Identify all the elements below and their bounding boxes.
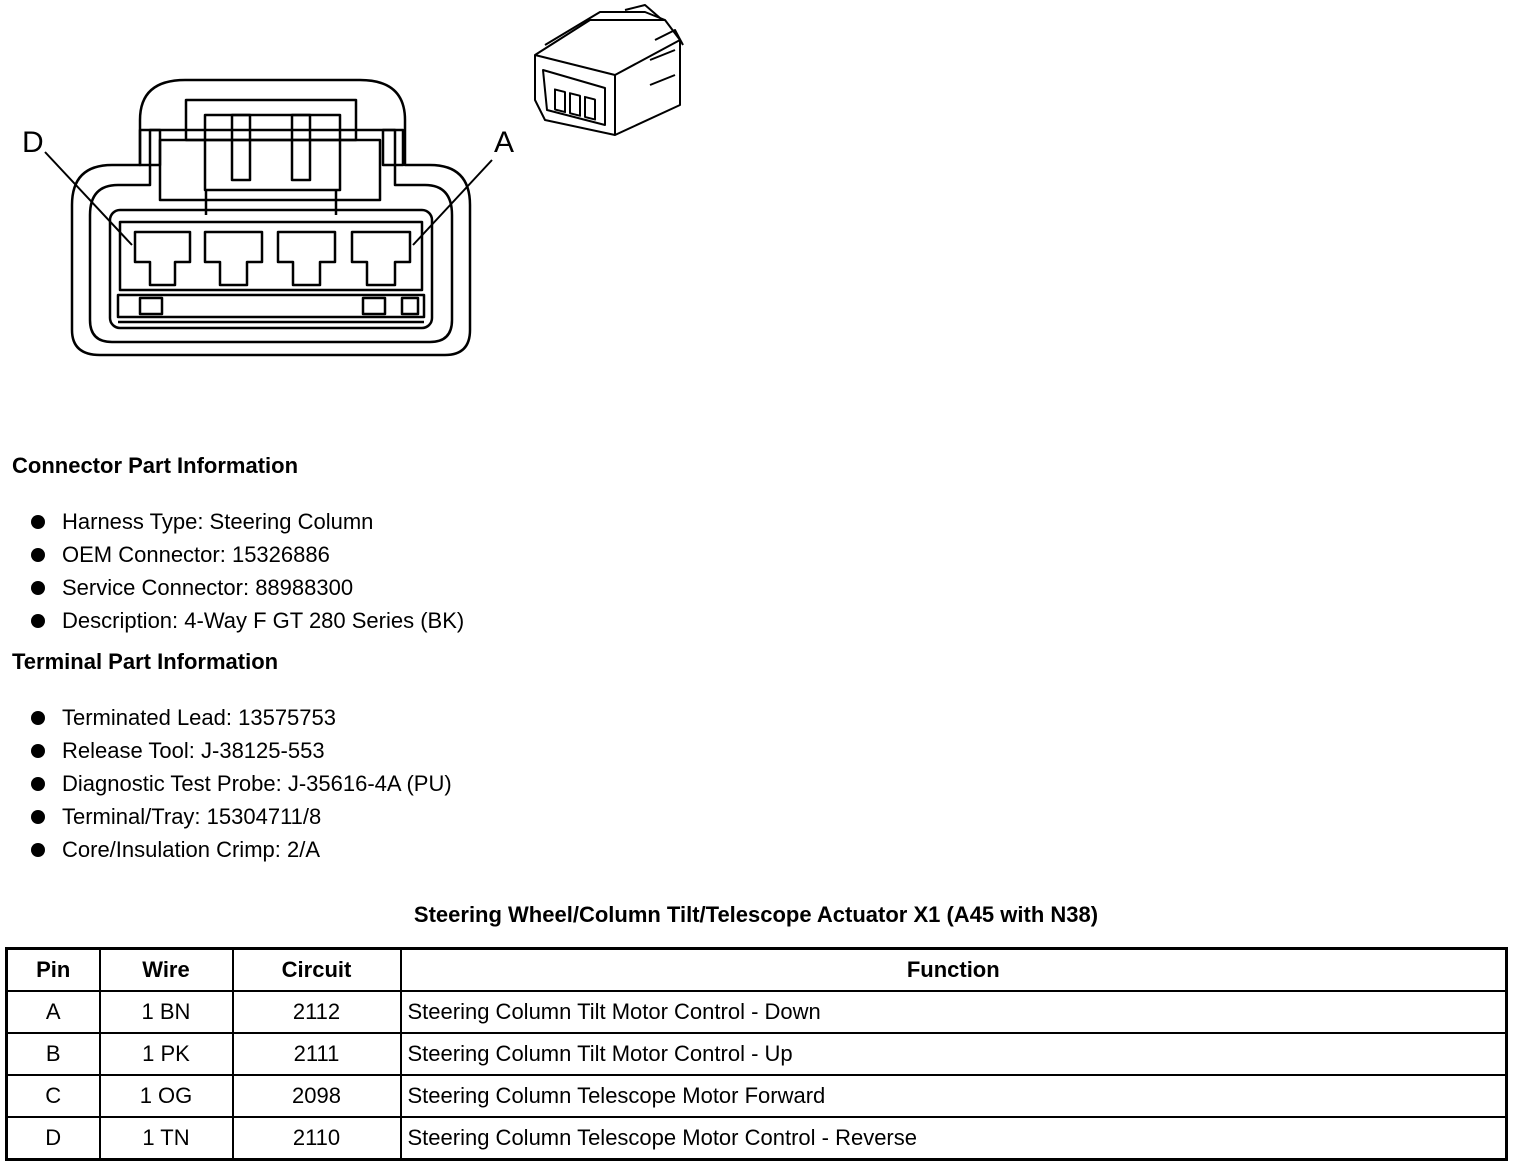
terminal-info-list: [28, 701, 452, 866]
list-item: Harness Type: Steering Column: [28, 505, 464, 538]
cell-wire: 1 TN: [100, 1117, 233, 1160]
bullet-icon: [31, 810, 45, 824]
pin-label-d: D: [22, 126, 44, 159]
connector-info-heading: Connector Part Information: [12, 453, 299, 478]
bullet-icon: [31, 843, 45, 857]
list-item: Release Tool: J-38125-553: [28, 734, 452, 767]
cell-circuit: 2111: [233, 1033, 401, 1075]
pin-table-title: Steering Wheel/Column Tilt/Telescope Actuator X1 (A45 with N38): [413, 902, 1099, 927]
list-item: Diagnostic Test Probe: J-35616-4A (PU): [28, 767, 452, 800]
cell-wire: 1 BN: [100, 991, 233, 1033]
cell-wire: 1 OG: [100, 1075, 233, 1117]
bullet-icon: [31, 744, 45, 758]
list-item: OEM Connector: 15326886: [28, 538, 464, 571]
bullet-icon: [31, 581, 45, 595]
pin-table: [5, 947, 1508, 1161]
cell-pin: C: [7, 1075, 100, 1117]
cell-pin: D: [7, 1117, 100, 1160]
header-pin: Pin: [7, 949, 100, 992]
cell-wire: 1 PK: [100, 1033, 233, 1075]
terminal-info-heading: Terminal Part Information: [12, 649, 279, 674]
table-row: [7, 991, 1507, 1033]
cell-function: Steering Column Telescope Motor Control - Reverse: [401, 1117, 1507, 1160]
connector-face-diagram: [0, 0, 520, 380]
list-item: Terminal/Tray: 15304711/8: [28, 800, 452, 833]
list-item: Description: 4-Way F GT 280 Series (BK): [28, 604, 464, 637]
header-wire: Wire: [100, 949, 233, 992]
connector-isometric-diagram: [525, 0, 695, 145]
cell-circuit: 2112: [233, 991, 401, 1033]
bullet-icon: [31, 548, 45, 562]
cell-circuit: 2098: [233, 1075, 401, 1117]
pin-label-a: A: [494, 126, 515, 159]
cell-function: Steering Column Telescope Motor Forward: [401, 1075, 1507, 1117]
bullet-icon: [31, 777, 45, 791]
cell-pin: B: [7, 1033, 100, 1075]
cell-pin: A: [7, 991, 100, 1033]
list-item: Service Connector: 88988300: [28, 571, 464, 604]
cell-circuit: 2110: [233, 1117, 401, 1160]
table-row: [7, 1033, 1507, 1075]
cell-function: Steering Column Tilt Motor Control - Up: [401, 1033, 1507, 1075]
header-function: Function: [401, 949, 1507, 992]
table-row: [7, 1117, 1507, 1160]
connector-info-list: [28, 505, 464, 637]
bullet-icon: [31, 711, 45, 725]
table-row: [7, 1075, 1507, 1117]
cell-function: Steering Column Tilt Motor Control - Down: [401, 991, 1507, 1033]
bullet-icon: [31, 614, 45, 628]
table-header-row: [7, 949, 1507, 992]
bullet-icon: [31, 515, 45, 529]
list-item: Core/Insulation Crimp: 2/A: [28, 833, 452, 866]
header-circuit: Circuit: [233, 949, 401, 992]
list-item: Terminated Lead: 13575753: [28, 701, 452, 734]
